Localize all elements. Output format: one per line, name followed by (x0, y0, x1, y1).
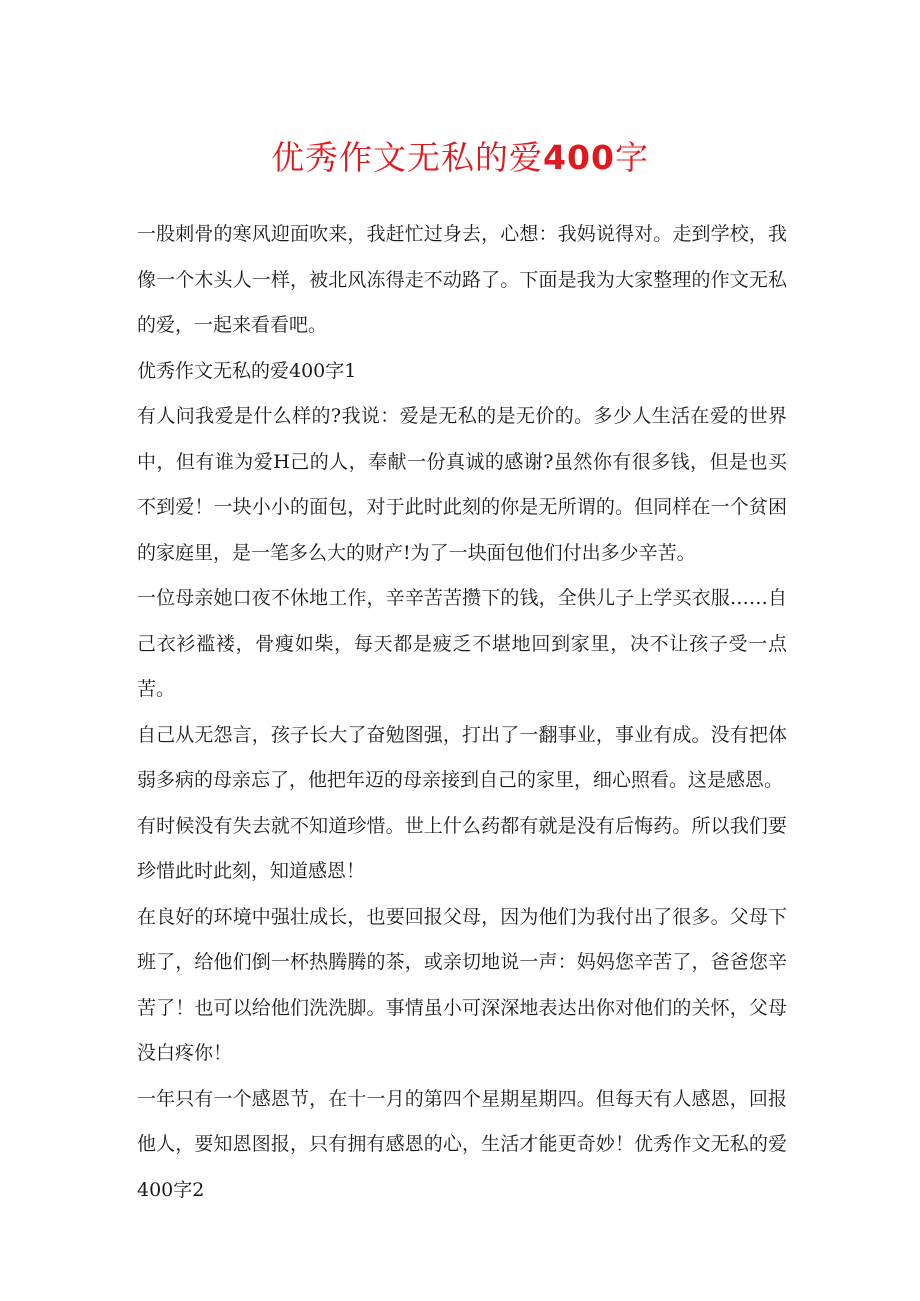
paragraph-intro: 一股刺骨的寒风迎面吹来，我赶忙过身去，心想：我妈说得对。走到学校，我像一个木头人一样，被北风冻得走不动路了。下面是我为大家整理的作文无私的爱，一起来看看吧。 (137, 223, 787, 336)
paragraph: 有时候没有失去就不知道珍惜。世上什么药都有就是没有后悔药。所以我们要珍惜此时此刻，知道感恩！ (137, 814, 787, 882)
paragraph: 在良好的环境中强壮成长，也要回报父母，因为他们为我付出了很多。父母下班了，给他们倒一杯热腾腾的茶，或亲切地说一声：妈妈您辛苦了，爸爸您辛苦了！也可以给他们洗洗脚。事情虽小可深深地表达出你对他们的关怀，父母没白疼你！ (137, 905, 787, 1064)
paragraph: 有人问我爱是什么样的?我说：爱是无私的是无价的。多少人生活在爱的世界中，但有谁为爱H己的人，奉献一份真诚的感谢?虽然你有很多钱，但是也买不到爱！一块小小的面包，对于此时此刻的你是无所谓的。但同样在一个贫困的家庭里，是一笔多么大的财产!为了一块面包他们付出多少辛苦。 (137, 405, 787, 564)
section-heading-1: 优秀作文无私的爱400字1 (137, 359, 357, 382)
paragraph: 一位母亲她口夜不休地工作，辛辛苦苦攒下的钱，全供儿子上学买衣服……自己衣衫褴褛，骨瘦如柴，每天都是疲乏不堪地回到家里，决不让孩子受一点苦。 (137, 587, 787, 700)
paragraph: 自己从无怨言，孩子长大了奋勉图强，打出了一翻事业，事业有成。没有把体弱多病的母亲忘了，他把年迈的母亲接到自己的家里，细心照看。这是感恩。 (137, 723, 787, 791)
document-body (137, 212, 787, 1213)
paragraph: 一年只有一个感恩节，在十一月的第四个星期星期四。但每天有人感恩，回报他人，要知恩图报，只有拥有感恩的心，生活才能更奇妙！优秀作文无私的爱400字2 (137, 1087, 787, 1201)
title-number: 400 (543, 138, 615, 177)
document-title (0, 132, 920, 184)
title-text: 优秀作文无私的爱 (271, 138, 544, 177)
title-suffix: 字 (614, 138, 649, 177)
